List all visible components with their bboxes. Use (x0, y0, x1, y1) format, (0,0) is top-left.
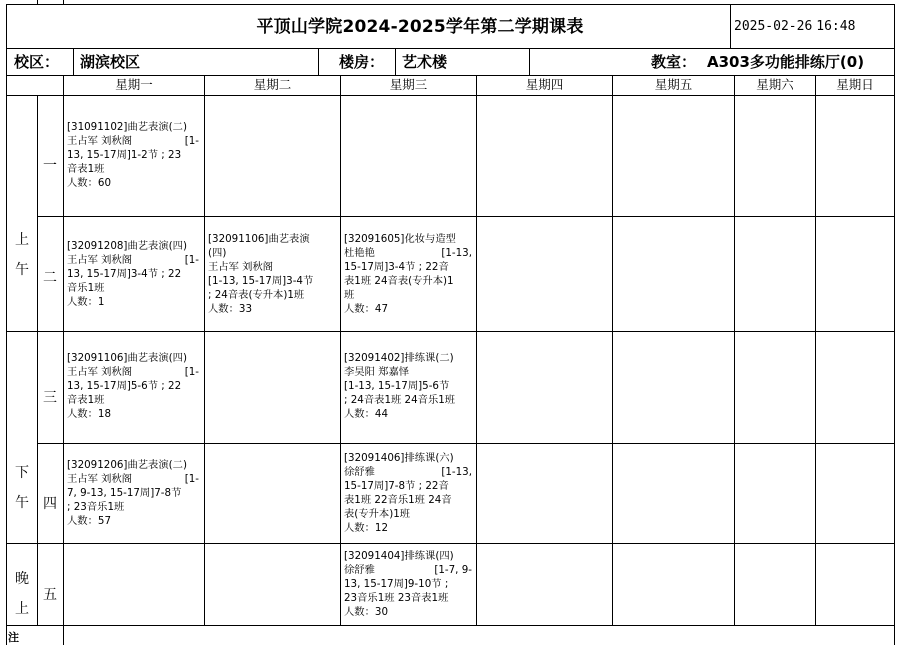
course-entry[interactable]: [31091102]曲艺表演(二) 王占军 刘秋阁 [1- 13, 15-17周]1-2节 ; 23 音表1班 人数：60 (67, 121, 199, 189)
grid-line (37, 95, 38, 625)
grid-line (6, 625, 894, 626)
day-header-thu: 星期四 (525, 77, 564, 92)
day-header-sun: 星期日 (836, 77, 874, 92)
day-header-mon: 星期一 (115, 77, 153, 92)
course-entry[interactable]: [32091605]化妆与造型 杜艳艳 [1-13, 15-17周]3-4节 ; 22音 表1班 24音表(专升本)1 班 人数：47 (344, 233, 472, 315)
building-label: 楼房： (339, 53, 385, 71)
period-1: 一 (43, 158, 57, 174)
building-value: 艺术楼 (402, 53, 448, 71)
course-entry[interactable]: [32091208]曲艺表演(四) 王占军 刘秋阁 [1- 13, 15-17周]3-4节 ; 22 音乐1班 人数：1 (67, 240, 199, 308)
period-3: 三 (43, 390, 57, 406)
grid-line (6, 4, 894, 5)
room-label: 教室： (651, 53, 697, 71)
grid-line (6, 48, 894, 49)
campus-value: 湖滨校区 (80, 53, 141, 71)
grid-line (612, 75, 613, 625)
grid-line (395, 48, 396, 75)
grid-line (73, 48, 74, 75)
period-4: 四 (43, 496, 57, 512)
campus-label: 校区： (14, 53, 60, 71)
grid-line (63, 75, 64, 645)
grid-line (37, 443, 894, 444)
grid-line (6, 4, 7, 645)
grid-line (318, 48, 319, 75)
course-entry[interactable]: [32091406]排练课(六) 徐舒雅 [1-13, 15-17周]7-8节 ; 22音 表1班 22音乐1班 24音 表(专升本)1班 人数：12 (344, 452, 472, 534)
print-datetime (734, 19, 855, 34)
room-value: A303多功能排练厅(0) (707, 53, 865, 71)
course-entry[interactable]: [32091206]曲艺表演(二) 王占军 刘秋阁 [1- 7, 9-13, 15-17周]7-8节 ; 23音乐1班 人数：57 (67, 459, 199, 527)
grid-line (340, 75, 341, 625)
grid-line (6, 95, 894, 96)
grid-line (37, 0, 38, 4)
day-header-tue: 星期二 (253, 77, 292, 92)
page-title: 平顶山学院2024-2025学年第二学期课表 (256, 17, 584, 37)
day-header-wed: 星期三 (389, 77, 428, 92)
course-entry[interactable]: [32091404]排练课(四) 徐舒雅 [1-7, 9- 13, 15-17周]9-10节 ; 23音乐1班 23音表1班 人数：30 (344, 550, 472, 618)
grid-line (815, 75, 816, 625)
grid-line (63, 0, 64, 4)
course-entry[interactable]: [32091106]曲艺表演 (四) 王占军 刘秋阁 [1-13, 15-17周]3-4节 ; 24音表(专升本)1班 人数：33 (208, 233, 314, 315)
grid-line (730, 4, 731, 48)
period-5: 五 (43, 587, 57, 603)
course-entry[interactable]: [32091106]曲艺表演(四) 王占军 刘秋阁 [1- 13, 15-17周]5-6节 ; 22 音表1班 人数：18 (67, 352, 199, 420)
day-header-sat: 星期六 (756, 77, 794, 92)
day-header-fri: 星期五 (654, 77, 693, 92)
note-label: 注 (8, 631, 19, 644)
halfday-afternoon: 下 午 (15, 465, 29, 511)
print-date: 2025-02-26 (734, 19, 813, 34)
print-time: 16:48 (816, 19, 856, 34)
grid-line (204, 75, 205, 625)
grid-line (6, 543, 894, 544)
halfday-evening: 晚 上 (15, 571, 29, 617)
grid-line (734, 75, 735, 625)
period-2: 二 (43, 270, 57, 286)
grid-line (529, 48, 530, 75)
grid-line (37, 216, 894, 217)
halfday-morning: 上 午 (15, 232, 29, 278)
grid-line (894, 4, 895, 645)
course-entry[interactable]: [32091402]排练课(二) 李昊阳 郑嘉怿 [1-13, 15-17周]5-6节 ; 24音表1班 24音乐1班 人数：44 (344, 352, 456, 420)
grid-line (6, 331, 894, 332)
grid-line (476, 75, 477, 625)
